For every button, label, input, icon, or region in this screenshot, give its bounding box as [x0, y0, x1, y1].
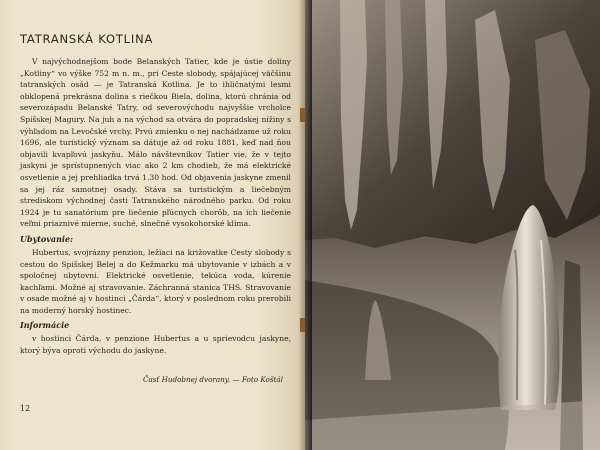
page-number: 12 [20, 404, 31, 413]
cave-stalagmite-photo-icon [305, 0, 600, 450]
staple-icon [300, 318, 305, 332]
ubytovanie-heading: Ubytovanie: [20, 233, 73, 244]
informacie-heading: Informácie [20, 320, 70, 331]
staple-icon [300, 108, 305, 122]
intro-paragraph: V najvýchodnejšom bode Belanských Tatier, kde je ústie doliny „Kotliny“ vo výške 752 m n. m., pri Ceste slobody, spájajúcej väčšinu tatranských osád — je Tatranská Kotlina. Je to ihličnatými lesmi obklopená prekrásna dolina s riečkou Biela, dolina, ktorú chránia od severozápadu Belanské Tatry, od severovýchodu najvyššie vrcholce Spišskej Magury. Na juh a na východ sa otvára do popradskej nížiny s výhľadom na Levočské vrchy. Prvú zmienku o nej nachádzame už roku 1696, ale turistický význam sa dátuje až od roku 1881, keď nad ňou objavili kvapľovú jaskyňu. Málo návštevníkov Tatier vie, že v tejto jaskyni je sprístupnených viac ako 2 km chodieb, že má elektrické osvetlenie a jej prehliadka trvá 1.30 hod. Od objavenia jaskyne zmenil sa jej ráz samotnej osady. Stáva sa turistickým a liečebným strediskom východnej časti Tatranského národného parku. Od roku 1924 je tu sanatórium pre liečenie pľúcnych chorôb, na ich liečenie veľmi priaznivé mierne, suché, slnečné vysokohorské klíma. [20, 57, 291, 229]
photo-caption: Časť Hudobnej dvorany. — Foto Koštál [142, 374, 283, 384]
informacie-paragraph: v hostinci Čárda, v penzione Hubertus a u sprievodcu jaskyne, ktorý býva oproti východu do jaskyne. [20, 334, 291, 356]
ubytovanie-paragraph: Hubertus, svojrázny penzion, ležiaci na križovatke Cesty slobody s cestou do Spišskej Belej a do Kežmarku má ubytovanie v izbách a v spoločnej ubytovni. Elektrické osvetlenie, tekúca voda, kúrenie kachľami. Možné aj stravovanie. Záchranná stanica THS. Stravovanie v osade možné aj v hostinci „Čárda“, ktorý v poslednom roku prerobili na moderný horský hostinec. [20, 247, 291, 315]
page-heading: TATRANSKÁ KOTLINA [20, 32, 154, 46]
right-page-photo [305, 0, 600, 450]
book-gutter [298, 0, 312, 450]
